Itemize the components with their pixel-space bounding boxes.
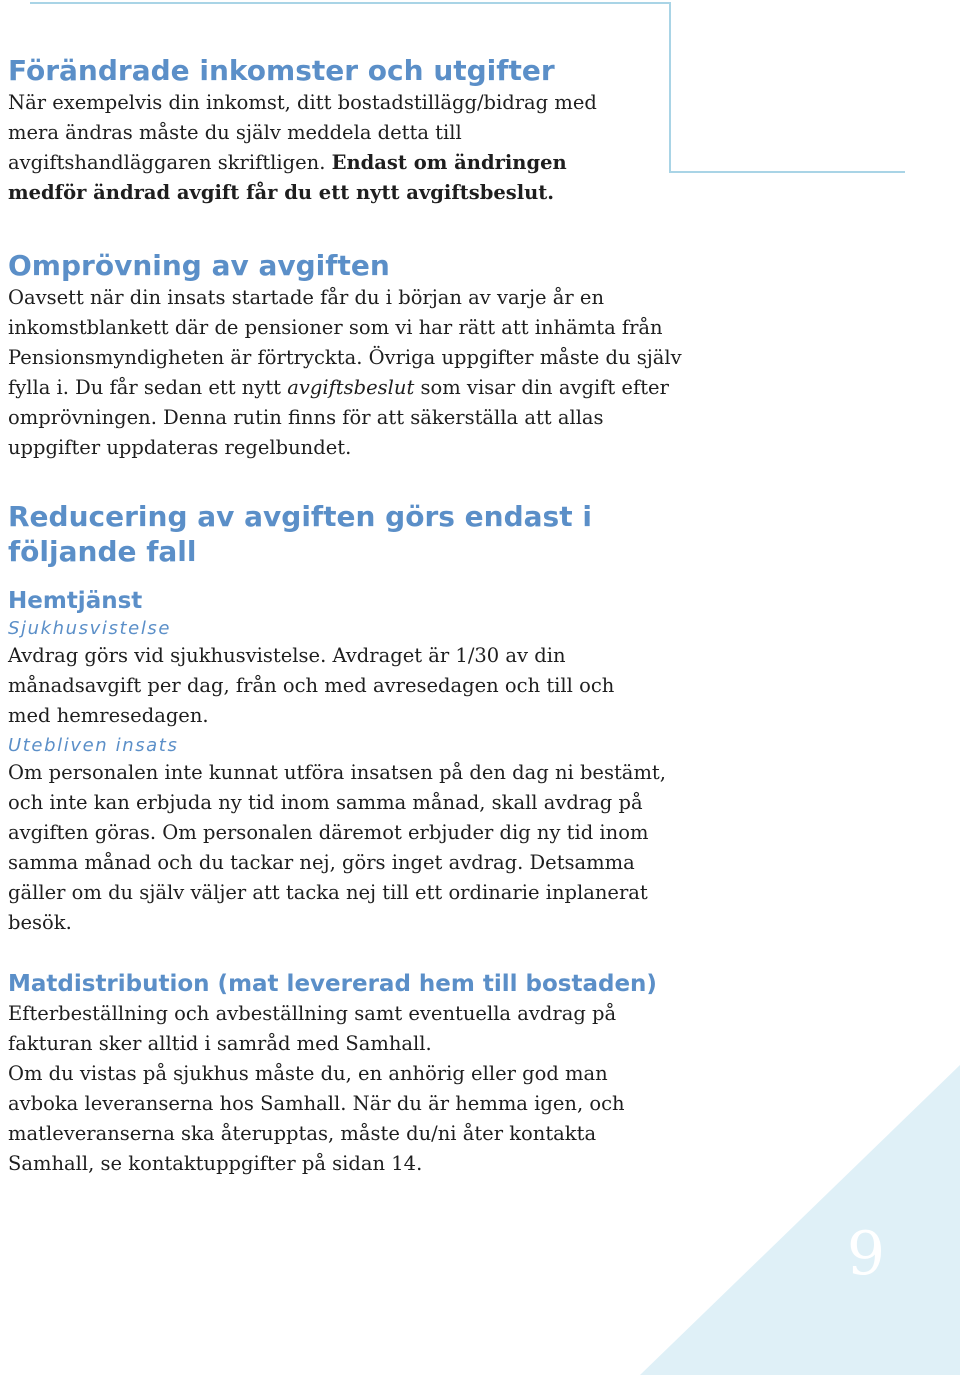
body-bold-text: Endast om ändringen medför ändrad avgift får du ett nytt avgiftsbeslut. bbox=[8, 151, 567, 204]
section-title: Förändrade inkomster och utgifter bbox=[8, 54, 555, 87]
body-text: Oavsett när din insats startade får du i början av varje år en inkomstblankett där de pensioner som vi har rätt att inhämta från Pensionsmyndigheten är förtryckta. Övriga uppgifter måste du själv fylla i. Du får sedan ett nytt bbox=[8, 286, 682, 399]
section-matdistribution bbox=[8, 969, 708, 1179]
section-body bbox=[8, 88, 638, 208]
subsection-title-hemtjanst: Hemtjänst bbox=[8, 588, 143, 614]
section-reducering bbox=[8, 499, 708, 938]
decorative-frame-top bbox=[30, 2, 670, 4]
section-forandrade-inkomster bbox=[8, 54, 708, 208]
body-text: som visar din avgift efter omprövningen. Denna rutin finns för att säkerställa att allas uppgifter uppdateras regelbundet. bbox=[8, 376, 669, 459]
body-italic-text: avgiftsbeslut bbox=[287, 376, 415, 399]
section-body: Om du vistas på sjukhus måste du, en anhörig eller god man avboka leveranserna hos Samhall. När du är hemma igen, och matleveranserna ska återupptas, måste du/ni åter kontakta Samhall, se kontaktuppgifter på sidan 14. bbox=[8, 1062, 625, 1175]
section-title: Omprövning av avgiften bbox=[8, 249, 390, 282]
document-content bbox=[8, 54, 708, 1179]
section-title: Reducering av avgiften görs endast i följande fall bbox=[8, 500, 592, 568]
item-body-utebliven-insats: Om personalen inte kunnat utföra insatsen på den dag ni bestämt, och inte kan erbjuda ny tid inom samma månad, skall avdrag på avgiften göras. Om personalen däremot erbjuder dig ny tid inom samma månad och du tackar nej, görs inget avdrag. Detsamma gäller om du själv väljer att tacka nej till ett ordinarie inplanerat besök. bbox=[8, 761, 666, 934]
section-body bbox=[8, 283, 688, 463]
item-title-sjukhusvistelse: Sjukhusvistelse bbox=[8, 618, 172, 639]
page-number: 9 bbox=[846, 1219, 886, 1289]
section-body: Efterbeställning och avbeställning samt eventuella avdrag på fakturan sker alltid i samråd med Samhall. bbox=[8, 1002, 617, 1055]
section-omprovning bbox=[8, 249, 708, 463]
section-title: Matdistribution (mat levererad hem till bostaden) bbox=[8, 971, 657, 997]
item-body-sjukhusvistelse: Avdrag görs vid sjukhusvistelse. Avdraget är 1/30 av din månadsavgift per dag, från och med avresedagen och till och med hemresedagen. bbox=[8, 644, 615, 727]
body-text: När exempelvis din inkomst, ditt bostadstillägg/bidrag med mera ändras måste du själv meddela detta till avgiftshandläggaren skriftligen. bbox=[8, 91, 597, 174]
item-title-utebliven-insats: Utebliven insats bbox=[8, 735, 179, 756]
